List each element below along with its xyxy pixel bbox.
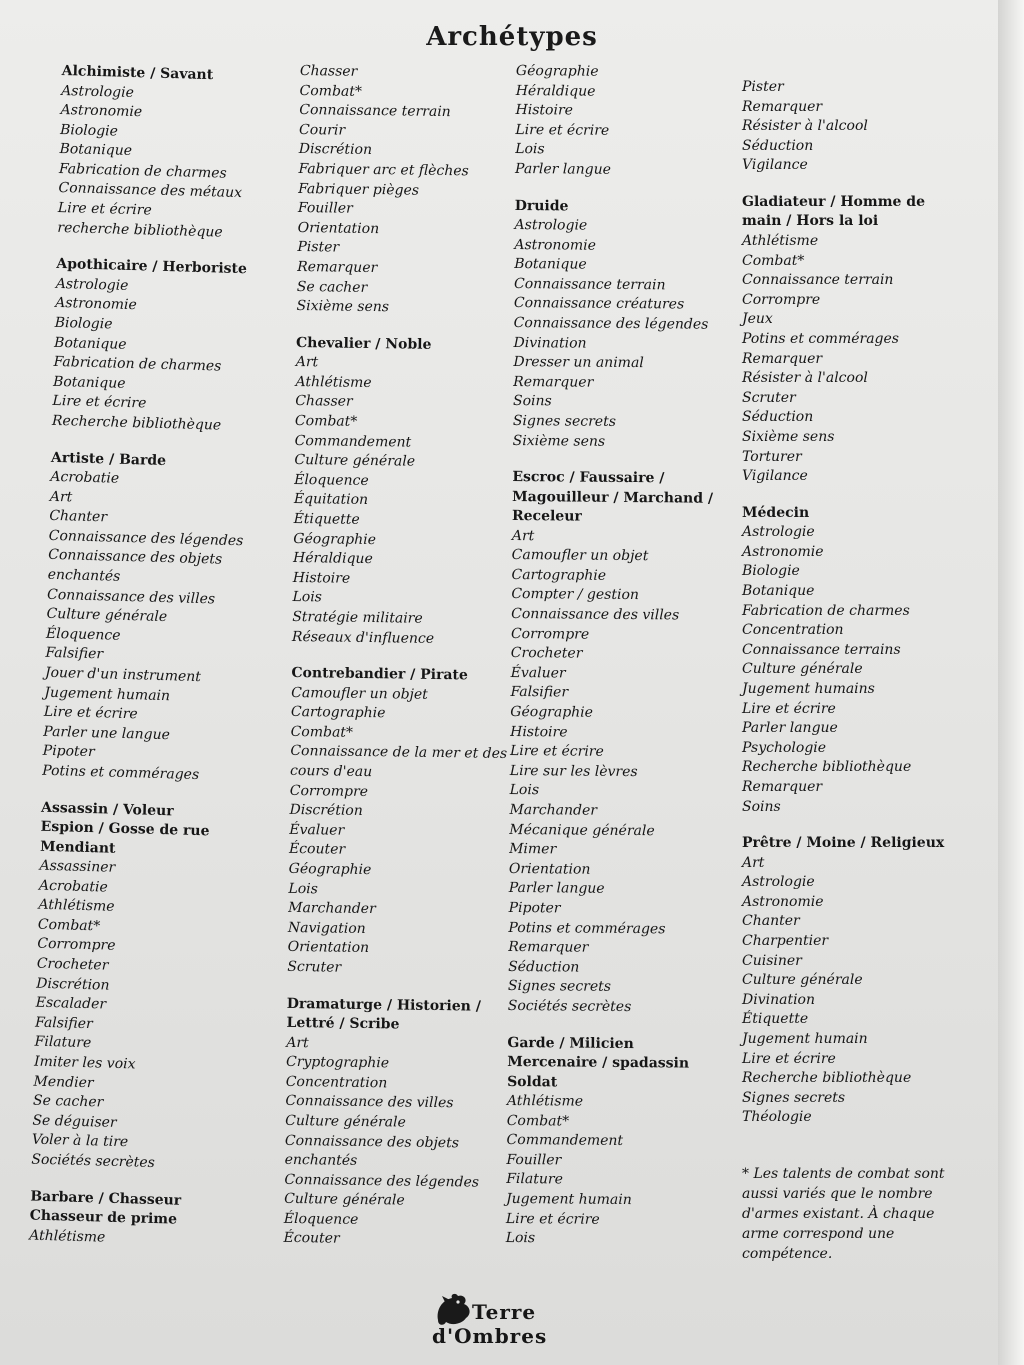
- skill-item: Sociétés secrètes: [31, 1151, 156, 1171]
- skill-item: Parler une langue: [43, 723, 171, 743]
- skill-item: Connaissance terrains: [742, 641, 901, 658]
- skill-item: Se cacher: [296, 278, 368, 296]
- skill-item: Combat*: [37, 916, 101, 935]
- skill-item: Culture générale: [294, 452, 416, 470]
- skill-item: Discrétion: [289, 802, 363, 820]
- skill-item: Combat*: [299, 82, 363, 100]
- skill-item: Discrétion: [36, 975, 110, 994]
- skill-item: Sociétés secrètes: [507, 997, 632, 1015]
- skill-item: Connaissance des légendes: [513, 315, 709, 333]
- skill-item: Pipoter: [42, 743, 95, 761]
- skill-item: Signes secrets: [742, 1089, 846, 1106]
- skill-item: Lois: [292, 589, 323, 606]
- archetype-group: [42, 448, 271, 787]
- skill-item: Résister à l'alcool: [742, 370, 868, 387]
- skill-item: Torturer: [742, 448, 802, 465]
- archetype-heading: Escroc / Faussaire /: [512, 469, 665, 487]
- page-edge: [998, 0, 1024, 1365]
- skill-item: Athlétisme: [38, 896, 115, 915]
- skill-item: Connaissance des villes: [511, 606, 680, 624]
- skill-item: Biologie: [54, 314, 113, 333]
- skill-item: Jugement humain: [44, 684, 171, 704]
- archetype-heading: Assassin / Voleur: [40, 799, 174, 819]
- skill-item: Corrompre: [510, 625, 590, 643]
- archetype-group: [57, 62, 282, 244]
- skill-item: Botanique: [742, 582, 815, 599]
- skill-item: Se déguiser: [32, 1112, 117, 1131]
- skill-item: Fabriquer pièges: [298, 180, 420, 199]
- archetype-heading: Artiste / Barde: [50, 449, 167, 469]
- skill-item: Fabrication de charmes: [53, 354, 222, 375]
- skill-item: Falsifier: [45, 645, 104, 663]
- skill-item: Biologie: [59, 121, 119, 140]
- skill-item: Sixième sens: [742, 428, 835, 445]
- skill-item: Astronomie: [55, 295, 137, 314]
- skill-item: Remarquer: [742, 778, 823, 795]
- skill-item: Athlétisme: [742, 232, 819, 249]
- archetype-heading: Chasseur de prime: [29, 1207, 178, 1228]
- skill-item: Éloquence: [294, 471, 369, 489]
- skill-item: Géographie: [515, 62, 599, 80]
- archetype-heading: main / Hors la loi: [742, 213, 879, 230]
- skill-item: Éloquence: [45, 625, 121, 644]
- skill-item: Orientation: [287, 939, 370, 957]
- skill-item: Lire et écrire: [52, 393, 147, 412]
- skill-item: Étiquette: [742, 1011, 809, 1028]
- skill-item: Dresser un animal: [513, 354, 644, 372]
- skill-item: Astronomie: [514, 236, 597, 254]
- skill-item: Culture générale: [46, 605, 168, 626]
- skill-item: Culture générale: [742, 661, 863, 678]
- skill-item: Fouiller: [506, 1151, 562, 1169]
- skill-item: Corrompre: [289, 782, 369, 800]
- skill-item: Culture générale: [742, 972, 863, 989]
- skill-item: Connaissance des objets enchantés: [47, 547, 223, 585]
- skill-item: Fabriquer arc et flèches: [298, 160, 469, 180]
- skill-item: Art: [286, 1034, 309, 1051]
- skill-item: Acrobatie: [50, 468, 120, 487]
- archetype-heading: Chevalier / Noble: [295, 334, 432, 353]
- skill-item: Art: [295, 354, 319, 371]
- skill-item: Jeux: [742, 311, 773, 328]
- skill-item: Marchander: [509, 801, 598, 819]
- skill-item: Mécanique générale: [509, 821, 655, 839]
- skill-item: Mimer: [509, 841, 557, 858]
- column-4: [742, 78, 952, 1264]
- archetype-group: [506, 1033, 728, 1250]
- skill-item: Orientation: [297, 219, 380, 237]
- skill-item: Vigilance: [742, 157, 808, 174]
- skill-item: Cartographie: [290, 704, 386, 722]
- skill-item: Lire et écrire: [509, 743, 604, 761]
- skill-item: Astronomie: [742, 543, 824, 560]
- skill-item: Connaissance terrain: [513, 275, 666, 294]
- skill-item: Chasser: [295, 393, 353, 411]
- skill-item: Remarquer: [742, 98, 823, 115]
- skill-item: Corrompre: [742, 291, 821, 308]
- archetype-heading: Mendiant: [39, 838, 116, 857]
- skill-item: Équitation: [293, 491, 369, 509]
- skill-item: Astrologie: [742, 874, 815, 891]
- archetype-group: [29, 1187, 251, 1252]
- skill-item: Astrologie: [60, 82, 135, 101]
- skill-item: Lire et écrire: [43, 703, 138, 723]
- skill-item: Imiter les voix: [33, 1053, 136, 1073]
- skill-item: Assassiner: [39, 857, 116, 876]
- archetype-heading: Espion / Gosse de rue: [40, 818, 210, 840]
- skill-item: Éloquence: [283, 1210, 359, 1228]
- archetype-heading: Dramaturge / Historien /: [286, 995, 482, 1015]
- skill-item: Commandement: [506, 1132, 624, 1150]
- archetype-heading: Contrebandier / Pirate: [291, 665, 468, 684]
- skill-item: Remarquer: [508, 939, 589, 956]
- skill-item: Filature: [34, 1033, 92, 1052]
- skill-item: Pister: [742, 79, 784, 95]
- skill-item: Art: [49, 488, 73, 506]
- skill-item: Scruter: [287, 958, 342, 976]
- skill-item: Remarquer: [513, 373, 594, 391]
- archetype-group: [31, 798, 261, 1176]
- archetype-heading: Magouilleur / Marchand /: [512, 488, 714, 507]
- skill-item: Discrétion: [298, 141, 373, 159]
- skill-item: Chasser: [299, 62, 358, 80]
- skill-item: Art: [742, 854, 765, 871]
- skill-item: Botanique: [514, 256, 587, 273]
- skill-item: Histoire: [292, 569, 351, 587]
- logo-line-2: d'Ombres: [432, 1324, 548, 1348]
- skill-item: Lois: [505, 1230, 536, 1247]
- skill-item: Jugement humains: [742, 680, 875, 697]
- skill-item: Parler langue: [742, 720, 838, 737]
- skill-item: Potins et commérages: [508, 919, 666, 937]
- skill-item: Courir: [298, 121, 346, 139]
- skill-item: Connaissance de la mer et des cours d'eau: [289, 743, 508, 781]
- skill-item: Géographie: [288, 860, 372, 879]
- skill-item: Héraldique: [515, 82, 596, 100]
- skill-item: Connaissance des villes: [46, 586, 216, 608]
- skill-item: Mendier: [33, 1073, 94, 1091]
- skill-item: Culture générale: [284, 1191, 405, 1209]
- skill-item: Potins et commérages: [742, 330, 899, 347]
- skill-item: Charpentier: [742, 932, 829, 949]
- skill-item: Histoire: [510, 723, 568, 741]
- skill-item: Vigilance: [742, 468, 808, 485]
- archetype-group: [742, 834, 952, 1128]
- skill-item: Recherche bibliothèque: [742, 759, 912, 776]
- skill-item: recherche bibliothèque: [57, 219, 223, 241]
- archetype-heading: Gladiateur / Homme de: [742, 193, 925, 210]
- skill-item: Voler à la tire: [31, 1131, 129, 1151]
- archetype-heading: Druide: [514, 197, 569, 215]
- skill-item: Pister: [297, 239, 340, 256]
- skill-item: Botanique: [53, 334, 127, 353]
- archetype-group: [742, 193, 952, 487]
- skill-item: Falsifier: [34, 1014, 93, 1032]
- skill-item: Falsifier: [510, 684, 569, 701]
- skill-item: Évaluer: [289, 821, 345, 839]
- archetype-heading: Receleur: [511, 508, 582, 525]
- skill-item: Remarquer: [742, 350, 823, 367]
- skill-item: Connaissance des légendes: [284, 1171, 480, 1191]
- column-3: [505, 62, 735, 1268]
- skill-item: Culture générale: [285, 1112, 406, 1131]
- skill-item: Théologie: [742, 1109, 812, 1126]
- archetype-group: [515, 62, 736, 181]
- skill-item: Géographie: [293, 530, 377, 548]
- skill-item: Signes secrets: [507, 978, 612, 996]
- skill-item: Écouter: [283, 1230, 340, 1248]
- skill-item: Combat*: [742, 252, 805, 269]
- skill-item: Acrobatie: [38, 877, 108, 896]
- skill-item: Psychologie: [742, 739, 827, 756]
- combat-footnote: * Les talents de combat sont aussi variés que le nombre d'armes existant. À chaque arme correspond une compétence.: [742, 1165, 945, 1262]
- archetype-group: [52, 255, 277, 437]
- skill-item: Filature: [506, 1171, 563, 1188]
- skill-item: Parler langue: [508, 880, 605, 898]
- archetype-heading: Garde / Milicien: [507, 1034, 634, 1052]
- skill-item: Histoire: [515, 102, 574, 119]
- skill-item: Réseaux d'influence: [291, 628, 435, 647]
- skill-item: Connaissance terrain: [299, 102, 451, 121]
- skill-item: Recherche bibliothèque: [51, 412, 222, 434]
- archetype-heading: Lettré / Scribe: [286, 1014, 400, 1033]
- skill-item: Pipoter: [508, 899, 561, 917]
- skill-item: Jugement humain: [506, 1190, 632, 1209]
- skill-item: Athlétisme: [295, 373, 372, 391]
- skill-item: Soins: [742, 798, 781, 815]
- skill-item: Lire et écrire: [505, 1210, 600, 1228]
- skill-item: Résister à l'alcool: [742, 118, 868, 135]
- skill-item: Astronomie: [60, 102, 143, 121]
- skill-item: Fabrication de charmes: [742, 602, 910, 619]
- archetype-heading: Médecin: [742, 504, 810, 521]
- skill-item: Jugement humain: [742, 1030, 868, 1047]
- skill-item: Signes secrets: [512, 412, 617, 430]
- skill-item: Cryptographie: [285, 1054, 390, 1072]
- skill-item: Lire et écrire: [515, 121, 610, 139]
- skill-item: Crocheter: [510, 645, 583, 662]
- archetype-heading: Soldat: [507, 1073, 558, 1090]
- skill-item: Fabrication de charmes: [58, 160, 227, 182]
- skill-item: Connaissance des villes: [285, 1093, 454, 1112]
- skill-item: Escalader: [35, 994, 107, 1013]
- skill-item: Combat*: [294, 412, 358, 430]
- skill-item: Cartographie: [511, 566, 607, 584]
- skill-item: Combat*: [290, 723, 354, 741]
- skill-item: Camoufler un objet: [511, 547, 649, 565]
- skill-item: Lire et écrire: [742, 1050, 836, 1067]
- skill-item: Sixième sens: [296, 298, 390, 316]
- skill-item: Astrologie: [55, 275, 129, 294]
- archetype-heading: Mercenaire / spadassin: [507, 1053, 690, 1072]
- skill-item: Botanique: [52, 373, 126, 392]
- skill-item: Cuisiner: [742, 952, 802, 969]
- skill-item: Connaissance des objets enchantés: [284, 1132, 460, 1169]
- skill-item: Héraldique: [292, 550, 373, 568]
- skill-item: Potins et commérages: [41, 762, 200, 784]
- skill-item: Art: [511, 527, 535, 544]
- skill-item: Soins: [512, 393, 552, 410]
- skill-item: Lois: [288, 880, 318, 897]
- skill-item: Combat*: [506, 1112, 570, 1130]
- skill-item: Crocheter: [36, 955, 109, 974]
- skill-item: Écouter: [288, 841, 346, 859]
- skill-item: Lire et écrire: [57, 200, 152, 219]
- archetype-group: [742, 504, 952, 817]
- skill-item: Corrompre: [37, 936, 116, 955]
- archetype-heading: Prêtre / Moine / Religieux: [742, 835, 945, 852]
- skill-item: Navigation: [287, 919, 366, 937]
- skill-item: Connaissance créatures: [513, 295, 685, 313]
- skill-item: Marchander: [288, 900, 376, 918]
- skill-item: Connaissance des légendes: [48, 527, 244, 550]
- terre-dombres-logo: [432, 1290, 582, 1360]
- skill-item: Sixième sens: [512, 432, 606, 450]
- column-2: [283, 62, 520, 1269]
- skill-item: Parler langue: [514, 160, 611, 178]
- skill-item: Recherche bibliothèque: [742, 1070, 912, 1087]
- skill-item: Concentration: [285, 1073, 388, 1092]
- skill-item: Lire et écrire: [742, 700, 836, 717]
- skill-item: Étiquette: [293, 510, 360, 528]
- skill-item: Lois: [509, 782, 540, 799]
- skill-item: Divination: [742, 991, 816, 1008]
- archetype-heading: Barbare / Chasseur: [30, 1188, 182, 1209]
- archetype-group: [508, 468, 733, 1018]
- skill-item: Scruter: [742, 389, 796, 406]
- skill-item: Séduction: [508, 958, 580, 976]
- skill-item: Connaissance des métaux: [58, 180, 243, 202]
- logo-line-1: Terre: [472, 1300, 537, 1324]
- page-title: Archétypes: [426, 22, 598, 52]
- archetype-group: [513, 197, 735, 454]
- skill-item: Divination: [513, 334, 587, 352]
- archetype-group: [742, 78, 952, 176]
- skill-item: Jouer d'un instrument: [44, 664, 202, 686]
- skill-item: Astrologie: [514, 217, 588, 234]
- archetype-group: [287, 664, 511, 980]
- skill-item: Astrologie: [742, 524, 815, 541]
- skill-item: Botanique: [59, 141, 133, 160]
- skill-item: Athlétisme: [29, 1227, 106, 1246]
- skill-item: Astronomie: [742, 893, 824, 910]
- skill-item: Fouiller: [297, 200, 353, 217]
- skill-item: Lois: [515, 141, 545, 158]
- skill-item: Athlétisme: [506, 1092, 584, 1110]
- skill-item: Se cacher: [32, 1092, 104, 1111]
- skill-item: Séduction: [742, 409, 814, 426]
- skill-item: Commandement: [294, 432, 412, 451]
- skill-item: Stratégie militaire: [292, 608, 423, 627]
- skill-item: Orientation: [508, 860, 591, 878]
- skill-item: Géographie: [510, 704, 594, 721]
- column-1: [28, 62, 281, 1269]
- archetype-group: [296, 62, 520, 320]
- skill-item: Remarquer: [297, 258, 378, 277]
- skill-item: Chanter: [742, 913, 800, 930]
- skill-item: Lire sur les lèvres: [509, 762, 638, 780]
- skill-item: Connaissance terrain: [742, 272, 894, 289]
- skill-item: Séduction: [742, 137, 814, 154]
- skill-item: Chanter: [49, 508, 108, 526]
- skill-item: Évaluer: [510, 664, 566, 682]
- skill-item: Concentration: [742, 622, 844, 639]
- archetype-heading: Alchimiste / Savant: [61, 62, 214, 84]
- archetype-group: [292, 334, 516, 650]
- skill-item: Compter / gestion: [511, 586, 640, 604]
- skill-item: Camoufler un objet: [291, 684, 428, 703]
- archetype-heading: Apothicaire / Herboriste: [56, 256, 248, 278]
- archetype-group: [283, 994, 507, 1252]
- skill-item: Biologie: [742, 563, 800, 580]
